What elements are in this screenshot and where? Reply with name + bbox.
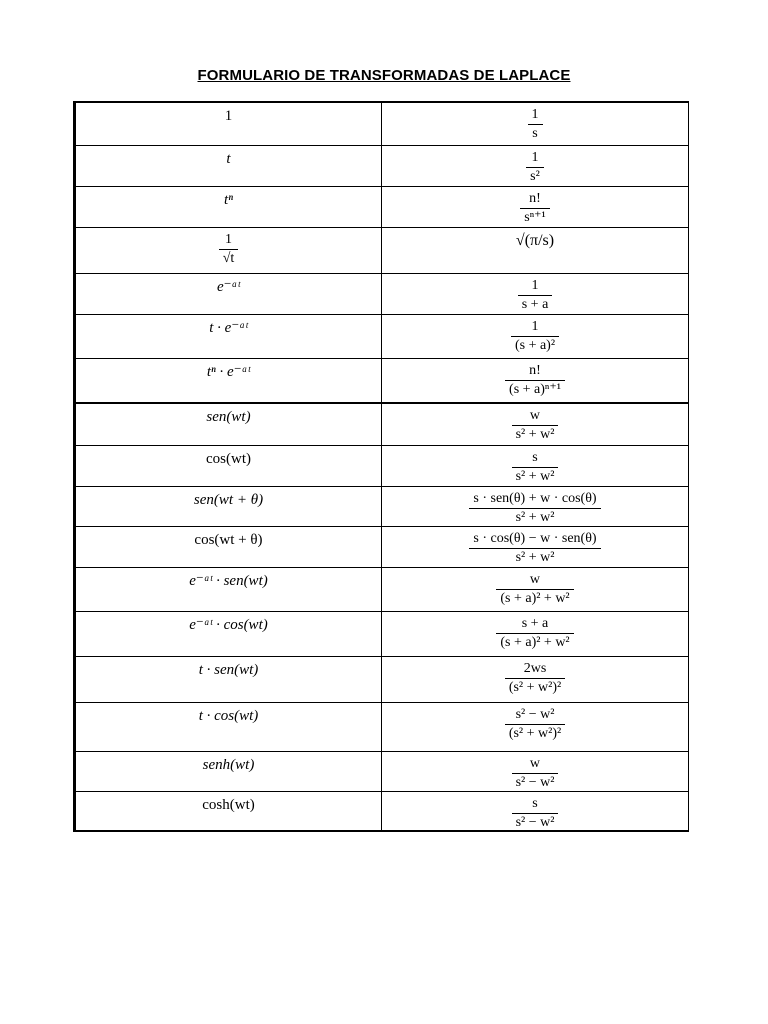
table-row	[76, 612, 688, 657]
document-title: FORMULARIO DE TRANSFORMADAS DE LAPLACE	[197, 67, 571, 84]
transform-cell: $\frac{1}{s + a}$	[382, 274, 688, 314]
transform-cell: $\frac{s}{\text{s² + w²}}$	[382, 446, 688, 486]
transform-cell: $\frac{1}{s}$	[382, 103, 688, 145]
function-cell: sen(wt)	[76, 404, 382, 445]
function-cell: cosh(wt)	[76, 792, 382, 830]
table-row	[76, 315, 688, 359]
function-cell: e⁻ᵃᵗ	[76, 274, 382, 314]
table-row	[76, 568, 688, 612]
function-cell: tⁿ	[76, 187, 382, 227]
table-row	[76, 103, 688, 146]
function-cell: senh(wt)	[76, 752, 382, 791]
table-row	[76, 446, 688, 487]
table-row	[76, 187, 688, 228]
function-cell: $\frac{1}{√t}$	[76, 228, 382, 273]
function-cell: t · cos(wt)	[76, 703, 382, 751]
table-row	[76, 404, 688, 446]
laplace-table	[73, 101, 689, 832]
table-row	[76, 703, 688, 752]
transform-cell: $\frac{w}{\text{s² − w²}}$	[382, 752, 688, 791]
transform-cell: $\frac{1}{\text{(s + a)²}}$	[382, 315, 688, 358]
transform-cell: $\frac{\text{s · cos(θ) − w · sen(θ)}}{\text{s² + w²}}$	[382, 527, 688, 567]
table-row	[76, 487, 688, 527]
transform-cell: $\frac{n!}{\text{(s + a)ⁿ⁺¹}}$	[382, 359, 688, 402]
function-cell: cos(wt + θ)	[76, 527, 382, 567]
table-row	[76, 228, 688, 274]
function-cell: t	[76, 146, 382, 186]
transform-cell: √(π/s)	[515, 232, 555, 249]
function-cell: e⁻ᵃᵗ · cos(wt)	[76, 612, 382, 656]
transform-cell: $\frac{1}{\text{s²}}$	[382, 146, 688, 186]
transform-cell: $\frac{n!}{\text{sⁿ⁺¹}}$	[382, 187, 688, 227]
function-cell: t · e⁻ᵃᵗ	[76, 315, 382, 358]
function-cell: cos(wt)	[76, 446, 382, 486]
table-row	[76, 146, 688, 187]
transform-cell: $\frac{s + a}{\text{(s + a)² + w²}}$	[382, 612, 688, 656]
table-row	[76, 274, 688, 315]
transform-cell: $\frac{w}{\text{s² + w²}}$	[382, 404, 688, 445]
table-row	[76, 792, 688, 830]
function-cell: tⁿ · e⁻ᵃᵗ	[76, 359, 382, 402]
table-row	[76, 752, 688, 792]
transform-cell: $\frac{\text{s · sen(θ) + w · cos(θ)}}{\text{s² + w²}}$	[382, 487, 688, 526]
function-cell: 1	[76, 103, 382, 145]
transform-cell: $\frac{\text{s² − w²}}{\text{(s² + w²)²}}$	[382, 703, 688, 751]
function-cell: e⁻ᵃᵗ · sen(wt)	[76, 568, 382, 611]
transform-cell: $\frac{2ws}{\text{(s² + w²)²}}$	[382, 657, 688, 702]
transform-cell: $\frac{w}{\text{(s + a)² + w²}}$	[382, 568, 688, 611]
table-row	[76, 657, 688, 703]
table-row	[76, 527, 688, 568]
transform-cell: $\frac{s}{\text{s² − w²}}$	[382, 792, 688, 830]
table-row	[76, 359, 688, 404]
function-cell: sen(wt + θ)	[76, 487, 382, 526]
function-cell: t · sen(wt)	[76, 657, 382, 702]
